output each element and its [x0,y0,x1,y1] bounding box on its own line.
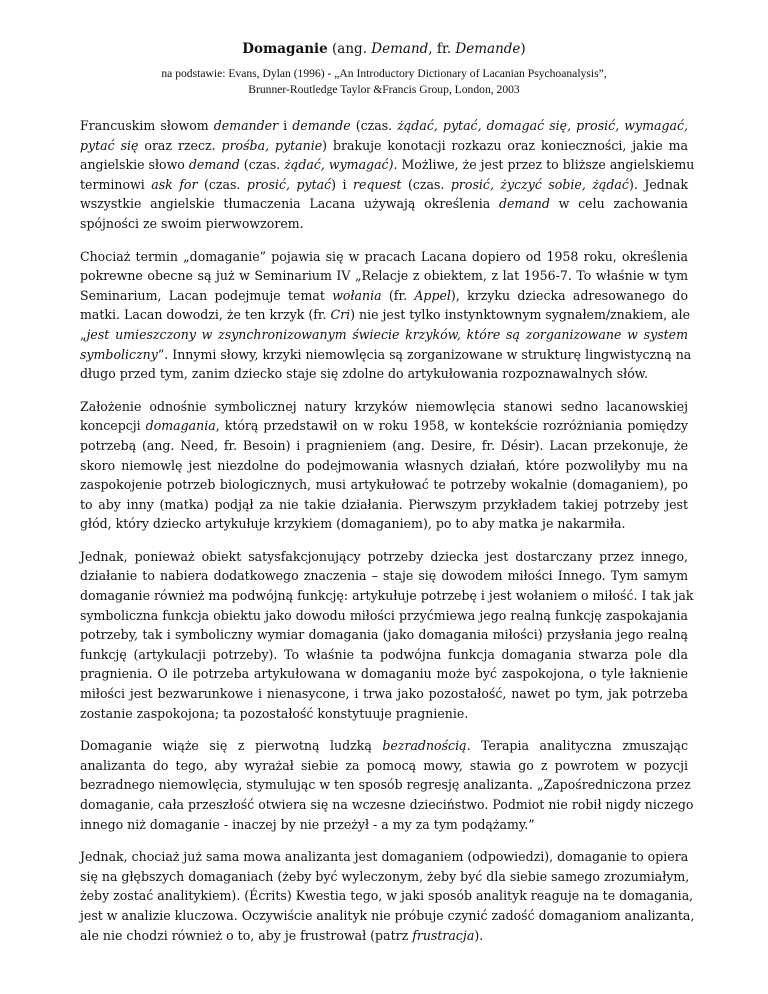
title-part: , fr. [428,41,456,57]
text-line: Francuskim słowom demander i demande (czas. żądać, pytać, domagać się, prosić, wymagać, [80,118,688,133]
text-line: domaganie, cała przeszłość otwiera się na wczesne dzieciństwo. Podmiot nie robił nigdy niczego [80,797,694,812]
text-line: Jednak, ponieważ obiekt satysfakcjonujący potrzeby dziecka jest dostarczany przez innego, [80,548,688,564]
text-line: analizanta do tego, aby wyrażał siebie za pomocą mowy, stawia go z powrotem w pozycji [80,757,688,773]
document-title [80,40,688,58]
text-line: domaganie również ma podwójną funkcję: artykułuje potrzebę i jest wołaniem o miłość. I tak jak [80,588,694,604]
body-text [80,116,695,945]
text-line: Seminarium, Lacan podejmuje temat wołania (fr. Appel), krzyku dziecka adresowanego do [80,287,689,303]
text-line: ale nie chodzi również o to, aby je frustrował (patrz frustracja). [80,927,484,943]
title-part: (ang. [327,41,372,57]
text-line: Założenie odnośnie symbolicznej natury krzyków niemowlęcia stanowi sedno lacanowskiej [80,398,688,414]
paragraph [80,247,692,384]
text-line: matki. Lacan dowodzi, że ten krzyk (fr. Cri) nie jest tylko instynktownym sygnałem/znakiem, ale [80,307,691,323]
text-line: miłości jest bezwarunkowe i nienasycone, i trwa jako pozostałość, nawet po tym, jak potrzeba [80,686,688,702]
text-line: symboliczna funkcja obiektu jako dowodu miłości przyćmiewa jego realną funkcję zaspokajania [80,607,688,623]
text-line: bezradnego niemowlęcia, stymulując w ten sposób regresję analizanta. „Zapośredniczona przez [80,777,691,793]
text-line: potrzeby, tak i symboliczny wymiar domagania (jako domagania miłości) przysłania jego realną [80,627,688,643]
paragraph [80,547,694,723]
paragraph [80,116,695,234]
text-line: zaspokojenie potrzeb biologicznych, musi artykułować te potrzeby wokalnie (domaganiem), po [80,477,688,493]
text-line: jest w analizie kluczowa. Oczywiście analityk nie próbuje czynić zadość domaganiom analizanta, [80,907,695,923]
text-line: potrzebą (ang. Need, fr. Besoin) i pragnieniem (ang. Desire, fr. Désir). Lacan przekonuje, że [80,437,688,453]
text-line: wszystkie angielskie tłumaczenia Lacana używają określenia demand w celu zachowania [80,196,689,212]
source-citation [80,66,688,98]
paragraph [80,847,695,945]
text-line: pytać się oraz rzecz. prośba, pytanie) brakuje konotacji rozkazu oraz konieczności, jakie ma [80,137,688,153]
paragraph [80,736,694,834]
text-line: koncepcji domagania, którą przedstawił on w roku 1958, w kontekście rozróżniania pomiędzy [80,418,689,434]
text-line: długo przed tym, zanim dziecko staje się zdolne do artykułowania rozpoznawalnych słów. [80,366,648,382]
text-line: żeby zostać analitykiem). (Écrits) Kwestia tego, w jaki sposób analityk reaguje na te domagania, [80,888,694,904]
text-line: się na głębszych domaganiach (żeby być wyleczonym, żeby być dla siebie samego zrozumiałym, [80,868,690,884]
source-line: na podstawie: Evans, Dylan (1996) - „An Introductory Dictionary of Lacanian Psychoanalysis”, [161,67,607,80]
text-line: pokrewne obecne są już w Seminarium IV „Relacje z obiektem, z lat 1956-7. To właśnie w tym [80,268,688,284]
text-line: pragnienia. O ile potrzeba artykułowana w domaganiu może być zaspokojona, o tyle łaknienie [80,666,688,682]
text-line: angielskie słowo demand (czas. żądać, wymagać). Możliwe, że jest przez to bliższe angielskiemu [80,157,695,173]
text-line: „jest umieszczony w zsynchronizowanym świecie krzyków, które są zorganizowane w system [80,326,688,342]
source-line: Brunner-Routledge Taylor &Francis Group, London, 2003 [248,83,520,96]
title-part: ) [520,41,526,57]
text-line: symboliczny”. Innymi słowy, krzyki niemowlęcia są zorganizowane w strukturę lingwistyczną na [80,346,692,362]
title-french-term: Demande [455,41,521,57]
text-line: Chociaż termin „domaganie” pojawia się w pracach Lacana dopiero od 1958 roku, określenia [80,248,688,264]
text-line: działanie to nabiera dodatkowego znaczenia – staje się dowodem miłości Innego. Tym samym [80,568,688,584]
title-english-term: Demand [371,41,429,57]
text-line: głód, który dziecko artykułuje krzykiem (domaganiem), po to aby matka je nakarmiła. [80,516,626,532]
text-line: skoro niemowlę jest niezdolne do podejmowania własnych działań, które pozwoliłyby mu na [80,457,688,473]
text-line: Domaganie wiąże się z pierwotną ludzką bezradnością. Terapia analityczna zmuszając [80,738,688,754]
text-line: spójności ze swoim pierwowzorem. [80,215,304,231]
title-term: Domaganie [242,41,328,57]
text-line: Jednak, chociaż już sama mowa analizanta jest domaganiem (odpowiedzi), domaganie to opiera [80,849,689,865]
text-line: to aby inny (matka) podjął za nie takie działania. Pierwszym przykładem takiej potrzeby jest [80,496,688,512]
paragraph [80,397,688,534]
text-line: zostanie zaspokojona; ta pozostałość konstytuuje pragnienie. [80,705,469,721]
text-line: innego niż domaganie - inaczej by nie przeżył - a my za tym podążamy.” [80,816,535,832]
text-line: terminowi ask for (czas. prosić, pytać) i request (czas. prosić, życzyć sobie, żądać). Jednak [80,176,688,192]
text-line: funkcję (artykulacji potrzeby). To właśnie ta podwójna funkcja domagania stwarza pole dla [80,646,688,662]
